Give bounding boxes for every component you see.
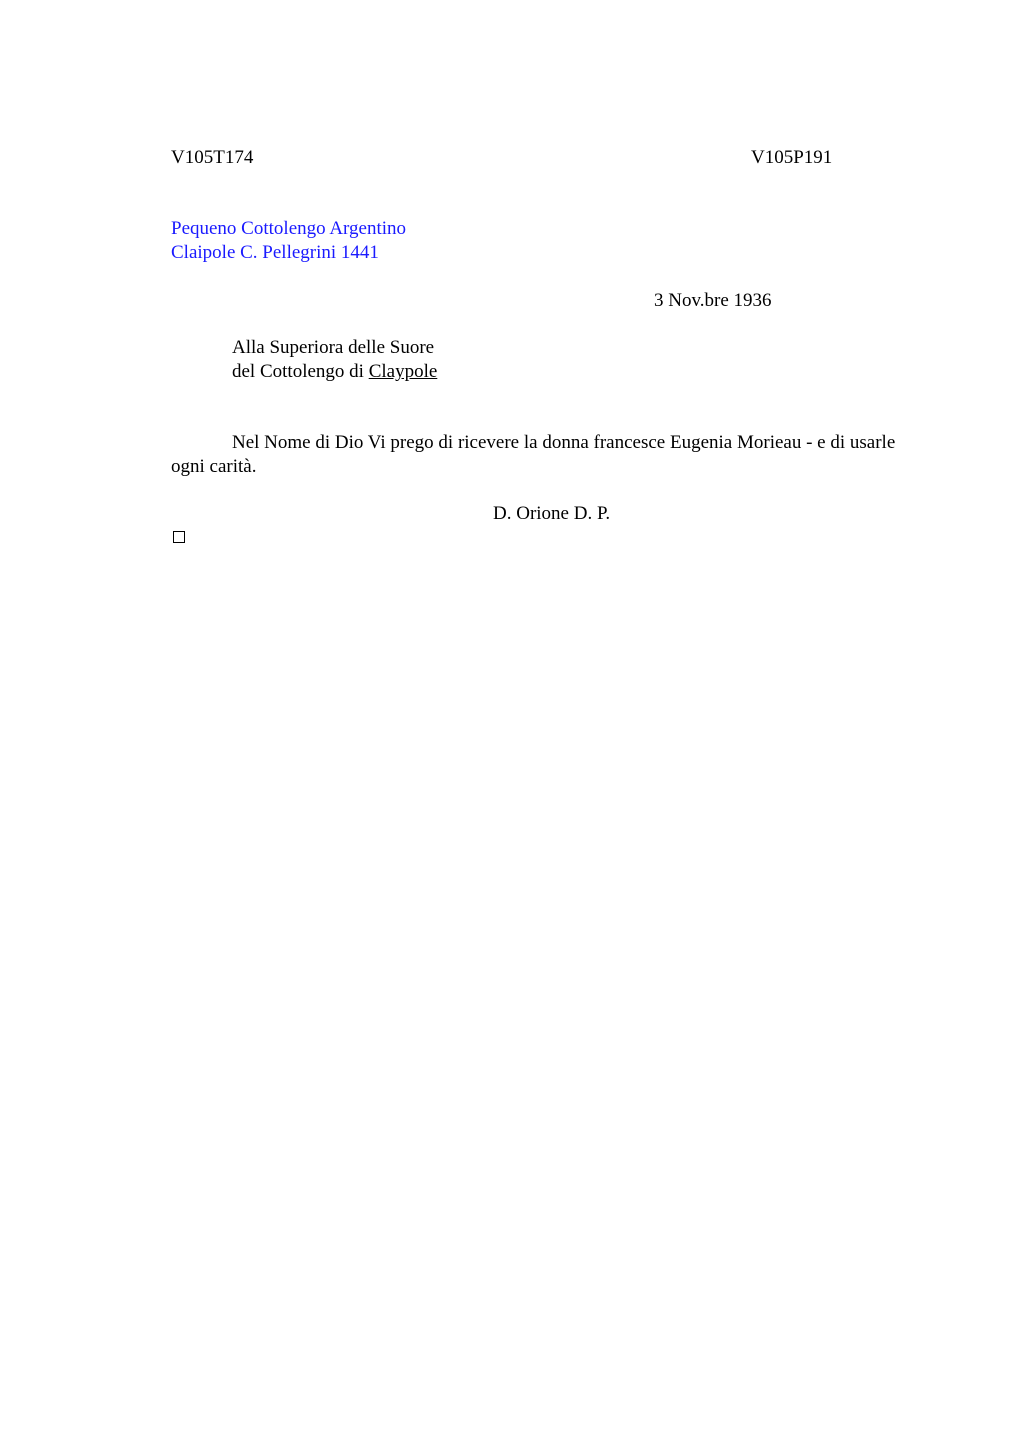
placeholder-box-icon <box>173 531 185 543</box>
recipient-prefix: del Cottolengo di <box>232 361 369 382</box>
recipient-place: Claypole <box>368 361 438 382</box>
recipient-line-1: Alla Superiora delle Suore <box>232 337 435 358</box>
archive-code-left: V105T174 <box>171 147 254 168</box>
archive-code-right: V105P191 <box>751 147 833 168</box>
signature: D. Orione D. P. <box>493 503 611 524</box>
letter-body-text: Nel Nome di Dio Vi prego di ricevere la donna francesce Eugenia Morieau - e di usarle ogni carità. <box>171 432 896 477</box>
letterhead-line-2: Claipole C. Pellegrini 1441 <box>171 242 379 263</box>
letter-body <box>171 431 911 479</box>
recipient-line-2 <box>232 360 437 384</box>
letter-date: 3 Nov.bre 1936 <box>654 290 772 311</box>
letterhead-line-1: Pequeno Cottolengo Argentino <box>171 218 407 239</box>
